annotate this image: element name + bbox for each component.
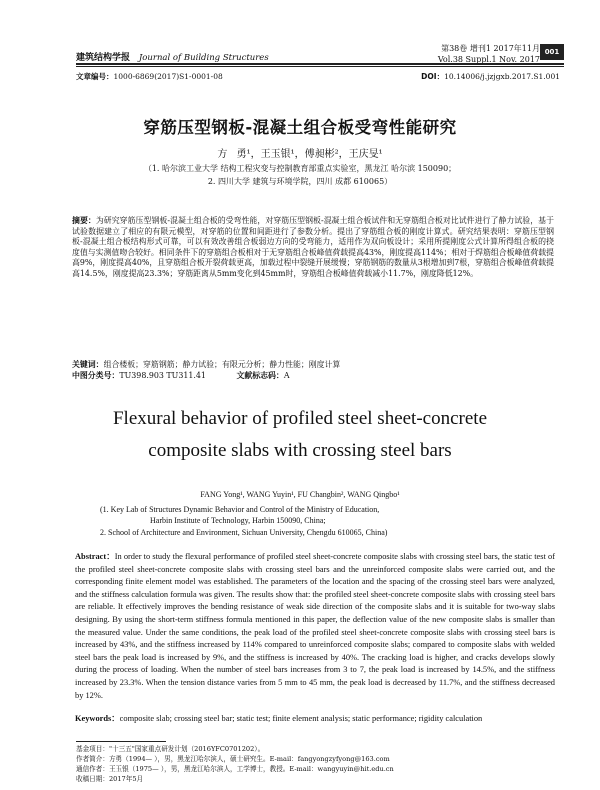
keywords-cn: [72, 360, 554, 371]
affiliation-en-2: Harbin Institute of Technology, Harbin 150090, China;: [150, 516, 326, 525]
abstract-en: [75, 551, 555, 702]
page-badge: 001: [540, 44, 564, 60]
keywords-cn-label: 关键词：: [72, 360, 104, 369]
journal-name-cn: 建筑结构学报: [76, 53, 131, 63]
title-cn: 穿筋压型钢板-混凝土组合板受弯性能研究: [143, 118, 457, 137]
footnote-received: 收稿日期：2017年5月: [76, 775, 144, 783]
footnote-corresponding: 通信作者：王玉银（1975— ），男，黑龙江哈尔滨人，工学博士，教授。E-mail：wangyuyin@hit.edu.cn: [76, 765, 394, 773]
classification-cn: [72, 371, 554, 382]
doi-label: DOI：: [421, 72, 445, 81]
title-en-line-2: composite slabs with crossing steel bars: [148, 440, 452, 461]
abstract-cn: [72, 216, 554, 280]
article-number-value: 1000-6869(2017)S1-0001-08: [113, 72, 223, 81]
authors-en: FANG Yong¹, WANG Yuyin¹, FU Changbin², WANG Qingbo¹: [200, 490, 400, 499]
doi: [421, 71, 560, 82]
article-number: [76, 71, 223, 82]
journal-header: [76, 50, 269, 63]
header-rule: [76, 63, 564, 67]
issue-cn: 第38卷 增刊1 2017年11月: [441, 44, 540, 53]
affiliation-en-1: (1. Key Lab of Structures Dynamic Behavior and Control of the Ministry of Education,: [100, 505, 380, 514]
issue-info: [438, 43, 540, 65]
footnote-fund: 基金项目："十三五"国家重点研发计划（2016YFC0701202）。: [76, 745, 265, 753]
abstract-en-text: In order to study the flexural performance of profiled steel sheet-concrete composite slabs with crossing steel bars, the static test of the profiled steel sheet-concrete composite slabs with crossing steel bars and the unreinforced composite slabs were carried out, and the corresponding finite element model was established. The parameters of the location and the spacing of the crossing steel bars were analyzed, and the stiffness calculation formula was given. The results show that: the profiled steel sheet-concrete composite slabs with crossing steel bars are reliable. It effectively improves the bending resistance of weak side direction of the composite slabs and it is suitable for two-way slabs designing. By using the short-term stiffness formula mentioned in this paper, the deflection value of the new composite slabs is smaller than the measured value. Under the same conditions, the peak load of the profiled steel sheet-concrete composite slabs with crossing steel bars is increased by 43%, and the stiffness increased by 114% compared to unreinforced composite slabs; compared to composite slabs with welded steel bars the peak load is increased by 9%, and the stiffness is increased by 40%. The cracking load is higher, and cracks develops slowly during the process of loading. When the number of steel bars increases from 3 to 7, the peak load is increased by 14.5%, and the stiffness increased by 23.3%. When the tension distance varies from 5 mm to 45 mm, the peak load is decreased by 11.7%, and the stiffness decreased by 12%.: [75, 552, 555, 700]
footnote-rule: [76, 741, 166, 742]
clc-label: 中图分类号：: [72, 371, 120, 380]
affiliation-cn-1: （1. 哈尔滨工业大学 结构工程灾变与控制教育部重点实验室，黑龙江 哈尔滨 150090；: [143, 164, 457, 173]
doi-value: 10.14006/j.jzjgxb.2017.S1.001: [444, 72, 560, 81]
journal-name-en: Journal of Building Structures: [138, 53, 269, 63]
keywords-en-text: composite slab; crossing steel bar; static test; finite element analysis; static performance; rigidity calculation: [119, 714, 483, 723]
doc-code-label: 文献标志码：: [236, 371, 284, 380]
issue-en: Vol.38 Suppl.1 Nov. 2017: [437, 55, 540, 64]
article-number-label: 文章编号：: [76, 72, 114, 81]
affiliation-en-3: 2. School of Architecture and Environment, Sichuan University, Chengdu 610065, China): [100, 528, 388, 537]
keywords-en-label: Keywords：: [75, 714, 120, 723]
keywords-cn-text: 组合楼板；穿筋钢筋；静力试验；有限元分析；静力性能；刚度计算: [103, 360, 341, 369]
abstract-cn-label: 摘要：: [72, 216, 96, 225]
authors-cn: 方 勇¹，王玉银¹，傅昶彬²，王庆旻¹: [217, 149, 383, 160]
doc-code-value: A: [283, 371, 290, 380]
abstract-cn-text: 为研究穿筋压型钢板-混凝土组合板的受弯性能，对穿筋压型钢板-混凝土组合板试件和无穿筋组合板对比试件进行了静力试验，基于试验数据建立了相应的有限元模型，对穿筋的位置和间距进行了参数分析。提出了穿筋组合板的刚度计算式。研究结果表明：穿筋压型钢板-混凝土组合板结构形式可靠，可以有效改善组合板弱边方向的受弯能力，适用作为双向板设计；采用所提刚度公式计算所得组合板的挠度值与实测值吻合较好。相同条件下的穿筋组合板相对于无穿筋组合板峰值荷载提高43%，刚度提高114%；相对于焊筋组合板峰值荷载提高9%，刚度提高40%，且穿筋组合板开裂荷载更高，加载过程中裂缝开展缓慢；穿筋钢筋的数量从3根增加到7根，穿筋组合板峰值荷载提高14.5%，刚度提高23.3%；穿筋距离从5mm变化到45mm时，穿筋组合板峰值荷载减小11.7%，刚度降低12%。: [72, 216, 554, 278]
keywords-en: [75, 713, 555, 726]
abstract-en-label: Abstract：: [75, 552, 115, 561]
title-en-line-1: Flexural behavior of profiled steel sheet-concrete: [112, 408, 488, 429]
clc-value: TU398.903 TU311.41: [119, 371, 206, 380]
footnote-author: 作者简介：方勇（1994— ），男，黑龙江哈尔滨人，硕士研究生。E-mail：fangyongzyfyong@163.com: [76, 755, 390, 763]
clc-number: [72, 371, 220, 380]
doc-code: [236, 371, 303, 380]
affiliation-cn-2: 2. 四川大学 建筑与环境学院，四川 成都 610065）: [207, 177, 393, 186]
